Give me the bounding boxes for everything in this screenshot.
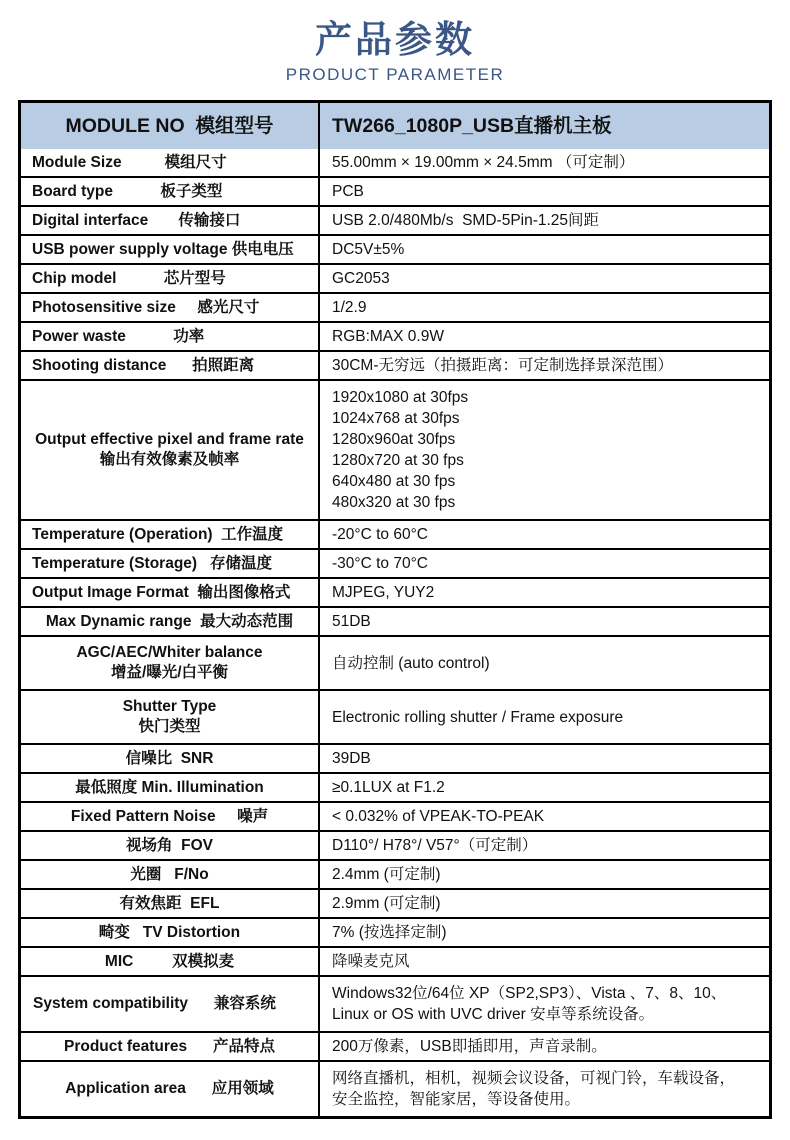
param-value bbox=[320, 1033, 769, 1060]
param-value-line: MJPEG, YUY2 bbox=[332, 584, 435, 602]
param-label-line: 光圈 F/No bbox=[130, 865, 209, 883]
table-row bbox=[21, 548, 769, 577]
param-label bbox=[21, 207, 320, 234]
param-label-line: 视场角 FOV bbox=[126, 836, 213, 854]
param-value-line: 2.4mm (可定制) bbox=[332, 866, 441, 884]
param-label bbox=[21, 149, 320, 176]
param-label bbox=[21, 977, 320, 1031]
param-label-line: Product features 产品特点 bbox=[63, 1037, 275, 1055]
param-value-line: 640x480 at 30 fps bbox=[332, 473, 456, 491]
param-label-line: Temperature (Operation) 工作温度 bbox=[32, 525, 284, 543]
param-value bbox=[320, 890, 769, 917]
param-value-line: D110°/ H78°/ V57°（可定制） bbox=[332, 837, 538, 855]
param-label bbox=[21, 774, 320, 801]
param-value bbox=[320, 774, 769, 801]
table-row bbox=[21, 205, 769, 234]
param-value-line: USB 2.0/480Mb/s SMD-5Pin-1.25间距 bbox=[332, 212, 600, 230]
param-value bbox=[320, 579, 769, 606]
param-label-line: Board type 板子类型 bbox=[32, 182, 223, 200]
param-value-line: DC5V±5% bbox=[332, 241, 405, 259]
table-row bbox=[21, 635, 769, 689]
param-value-line: Linux or OS with UVC driver 安卓等系统设备。 bbox=[332, 1006, 655, 1024]
product-parameter-table bbox=[18, 100, 772, 1119]
param-value bbox=[320, 745, 769, 772]
table-header-row bbox=[21, 103, 769, 149]
table-row bbox=[21, 519, 769, 548]
param-label-line: Output Image Format 输出图像格式 bbox=[32, 583, 291, 601]
param-label bbox=[21, 890, 320, 917]
param-label bbox=[21, 265, 320, 292]
param-value bbox=[320, 861, 769, 888]
param-label-line: Module Size 模组尺寸 bbox=[32, 153, 227, 171]
param-value-line: ≥0.1LUX at F1.2 bbox=[332, 779, 445, 797]
param-label-line: 畸变 TV Distortion bbox=[98, 923, 241, 941]
param-value-line: 2.9mm (可定制) bbox=[332, 895, 441, 913]
table-row bbox=[21, 321, 769, 350]
param-value-line: 480x320 at 30 fps bbox=[332, 494, 456, 512]
param-label-line: 增益/曝光/白平衡 bbox=[110, 664, 229, 682]
param-label bbox=[21, 1062, 320, 1116]
table-row bbox=[21, 917, 769, 946]
param-value bbox=[320, 381, 769, 519]
param-label-line: 有效焦距 EFL bbox=[119, 894, 220, 912]
param-label bbox=[21, 637, 320, 689]
table-row bbox=[21, 888, 769, 917]
param-value bbox=[320, 832, 769, 859]
param-value bbox=[320, 521, 769, 548]
param-value bbox=[320, 236, 769, 263]
param-value-line: 7% (按选择定制) bbox=[332, 924, 447, 942]
table-row bbox=[21, 263, 769, 292]
param-value bbox=[320, 352, 769, 379]
table-row bbox=[21, 689, 769, 743]
param-label-line: Chip model 芯片型号 bbox=[32, 269, 226, 287]
table-row bbox=[21, 1060, 769, 1116]
param-label-line: 快门类型 bbox=[138, 718, 201, 736]
param-label-line: 最低照度 Min. Illumination bbox=[75, 778, 264, 796]
param-value-line: 39DB bbox=[332, 750, 371, 768]
table-row bbox=[21, 830, 769, 859]
param-label-line: Fixed Pattern Noise 噪声 bbox=[70, 807, 269, 825]
table-row bbox=[21, 379, 769, 519]
param-value-line: Windows32位/64位 XP（SP2,SP3）、Vista 、7、8、10、 bbox=[332, 985, 727, 1003]
param-value-line: -20°C to 60°C bbox=[332, 526, 428, 544]
table-row bbox=[21, 772, 769, 801]
param-value-line: 自动控制 (auto control) bbox=[332, 654, 490, 672]
param-value-line: RGB:MAX 0.9W bbox=[332, 328, 444, 346]
param-label-line: MIC 双模拟麦 bbox=[104, 952, 235, 970]
param-label-line: Photosensitive size 感光尺寸 bbox=[32, 298, 260, 316]
param-label bbox=[21, 832, 320, 859]
param-value bbox=[320, 265, 769, 292]
param-label bbox=[21, 861, 320, 888]
param-value bbox=[320, 178, 769, 205]
header-model-name: TW266_1080P_USB直播机主板 bbox=[332, 114, 612, 137]
table-row bbox=[21, 606, 769, 635]
table-row bbox=[21, 801, 769, 830]
param-label bbox=[21, 294, 320, 321]
param-value-line: 1/2.9 bbox=[332, 299, 367, 317]
param-label-line: Shooting distance 拍照距离 bbox=[32, 356, 255, 374]
param-label-line: AGC/AEC/Whiter balance bbox=[76, 644, 263, 662]
param-label bbox=[21, 352, 320, 379]
param-value bbox=[320, 149, 769, 176]
param-value-line: -30°C to 70°C bbox=[332, 555, 428, 573]
param-label-line: Power waste 功率 bbox=[32, 327, 205, 345]
param-label bbox=[21, 521, 320, 548]
param-label-line: Max Dynamic range 最大动态范围 bbox=[45, 612, 294, 630]
param-value-line: Electronic rolling shutter / Frame exposure bbox=[332, 708, 624, 726]
param-value-line: 降噪麦克风 bbox=[332, 953, 410, 971]
param-value bbox=[320, 550, 769, 577]
param-label-line: Digital interface 传输接口 bbox=[32, 211, 241, 229]
table-row bbox=[21, 350, 769, 379]
param-label bbox=[21, 579, 320, 606]
param-label-line: Output effective pixel and frame rate bbox=[35, 431, 304, 449]
param-value-line: 网络直播机，相机，视频会议设备，可视门铃，车载设备， bbox=[332, 1070, 736, 1088]
param-value-line: 55.00mm × 19.00mm × 24.5mm （可定制） bbox=[332, 154, 635, 172]
page-subtitle: PRODUCT PARAMETER bbox=[285, 65, 505, 85]
param-value bbox=[320, 323, 769, 350]
table-row bbox=[21, 1031, 769, 1060]
param-value-line: 1280x720 at 30 fps bbox=[332, 452, 464, 470]
param-label-line: Shutter Type bbox=[122, 698, 217, 716]
param-label bbox=[21, 608, 320, 635]
param-label bbox=[21, 803, 320, 830]
param-value-line: 1280x960at 30fps bbox=[332, 431, 456, 449]
param-label bbox=[21, 745, 320, 772]
param-value-line: 200万像素，USB即插即用，声音录制。 bbox=[332, 1038, 607, 1056]
param-label bbox=[21, 323, 320, 350]
param-label-line: USB power supply voltage 供电电压 bbox=[32, 240, 294, 258]
param-value bbox=[320, 608, 769, 635]
param-value bbox=[320, 691, 769, 743]
param-value bbox=[320, 803, 769, 830]
param-value bbox=[320, 637, 769, 689]
param-label bbox=[21, 691, 320, 743]
param-label-line: System compatibility 兼容系统 bbox=[33, 995, 276, 1013]
param-value-line: 1920x1080 at 30fps bbox=[332, 389, 469, 407]
param-value-line: 1024x768 at 30fps bbox=[332, 410, 460, 428]
table-row bbox=[21, 176, 769, 205]
param-value bbox=[320, 919, 769, 946]
param-value bbox=[320, 977, 769, 1031]
param-value bbox=[320, 294, 769, 321]
table-row bbox=[21, 975, 769, 1031]
param-label-line: Temperature (Storage) 存储温度 bbox=[32, 554, 273, 572]
param-value bbox=[320, 948, 769, 975]
table-row bbox=[21, 946, 769, 975]
header-module-no: MODULE NO 模组型号 bbox=[21, 103, 320, 149]
param-value-line: 30CM-无穷远（拍摄距离：可定制选择景深范围） bbox=[332, 357, 674, 375]
param-value-line: 安全监控，智能家居，等设备使用。 bbox=[332, 1091, 581, 1109]
table-row bbox=[21, 149, 769, 176]
param-label-line: Application area 应用领域 bbox=[65, 1080, 274, 1098]
page-title: 产品参数 bbox=[315, 19, 475, 60]
param-label-line: 输出有效像素及帧率 bbox=[99, 451, 240, 469]
param-value bbox=[320, 1062, 769, 1116]
param-value-line: GC2053 bbox=[332, 270, 390, 288]
table-row bbox=[21, 577, 769, 606]
param-value-line: < 0.032% of VPEAK-TO-PEAK bbox=[332, 808, 545, 826]
param-value bbox=[320, 207, 769, 234]
table-row bbox=[21, 234, 769, 263]
param-label bbox=[21, 1033, 320, 1060]
param-value-line: 51DB bbox=[332, 613, 371, 631]
param-label bbox=[21, 948, 320, 975]
param-label bbox=[21, 178, 320, 205]
param-value-line: PCB bbox=[332, 183, 364, 201]
param-label bbox=[21, 919, 320, 946]
table-row bbox=[21, 859, 769, 888]
param-label-line: 信噪比 SNR bbox=[125, 749, 214, 767]
table-row bbox=[21, 292, 769, 321]
param-label bbox=[21, 381, 320, 519]
param-table-body bbox=[21, 149, 769, 1116]
param-label bbox=[21, 550, 320, 577]
title-block bbox=[0, 0, 790, 85]
table-row bbox=[21, 743, 769, 772]
param-label bbox=[21, 236, 320, 263]
